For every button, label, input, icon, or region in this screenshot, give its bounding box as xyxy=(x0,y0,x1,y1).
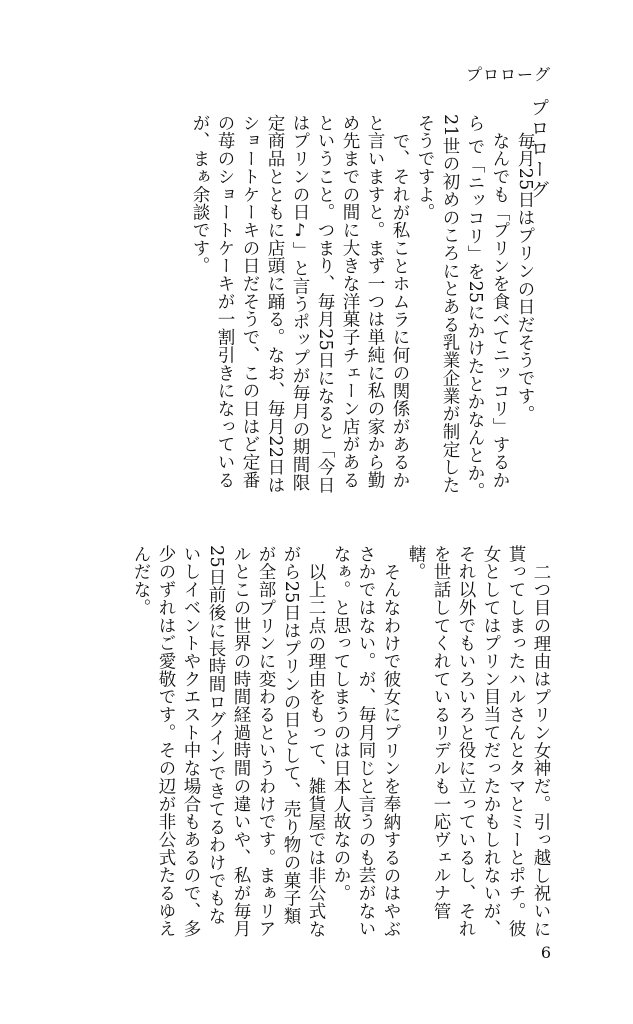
lower-text-block xyxy=(128,545,553,940)
chapter-title: プロローグ xyxy=(528,98,549,201)
paragraph: そんなわけで彼女にプリンを奉納するのはやぶさかではない。が、毎月同じと言うのも芸がないなぁ。と思ってしまうのは日本人故なのか。 xyxy=(331,545,401,938)
page-number: 6 xyxy=(540,943,551,962)
paragraph: 二つ目の理由はプリン女神だ。引っ越し祝いに貰ってしまったハルさんとタマとミーとポチ。彼女としてはプリン目当てだったかもしれないが、それ以外でもいろいろと役に立っているし、それを世話してくれているリデルも一応ヴェルナ管轄。 xyxy=(406,545,551,938)
running-header-title: プロローグ xyxy=(465,65,551,84)
paragraph: で、それが私ことホムラに何の関係があるかと言いますと。まず一つは単純に私の家から勤め先までの間に大きな洋菓子チェーン店があるということ。つまり、毎月25日になると「今日はプリンの日♪」と言うポップが毎月の期間限定商品とともに店頭に踊る。なお、毎月22日はショートケーキの日だそうで、この日はど定番の苺のショートケーキが一割引きになっているが、まぁ余談です。 xyxy=(190,114,410,494)
paragraph: なんでも「プリンを食べてニッコリ」するから で「ニッコリ」を25にかけたとかなんとか。21世の初めのころにとある乳業企業が制定したそうですよ。 xyxy=(415,114,510,500)
upper-text-block xyxy=(187,114,537,504)
paragraph: 毎月25日はプリンの日だそうです。 xyxy=(515,131,535,423)
paragraph: 以上二点の理由をもって、雑貨屋では非公式ながら25日はプリンの日として、売り物の菓子類が全部プリンに変わるというわけです。まぁリアルとこの世界の時間経過時間の違いや、私が毎月25日前後に長時間ログインできてるわけでもないしイベントやクエスト中な場合もあるので、多少のずれはご愛敬です。その辺が非公式たるゆえんだな。 xyxy=(131,545,326,938)
